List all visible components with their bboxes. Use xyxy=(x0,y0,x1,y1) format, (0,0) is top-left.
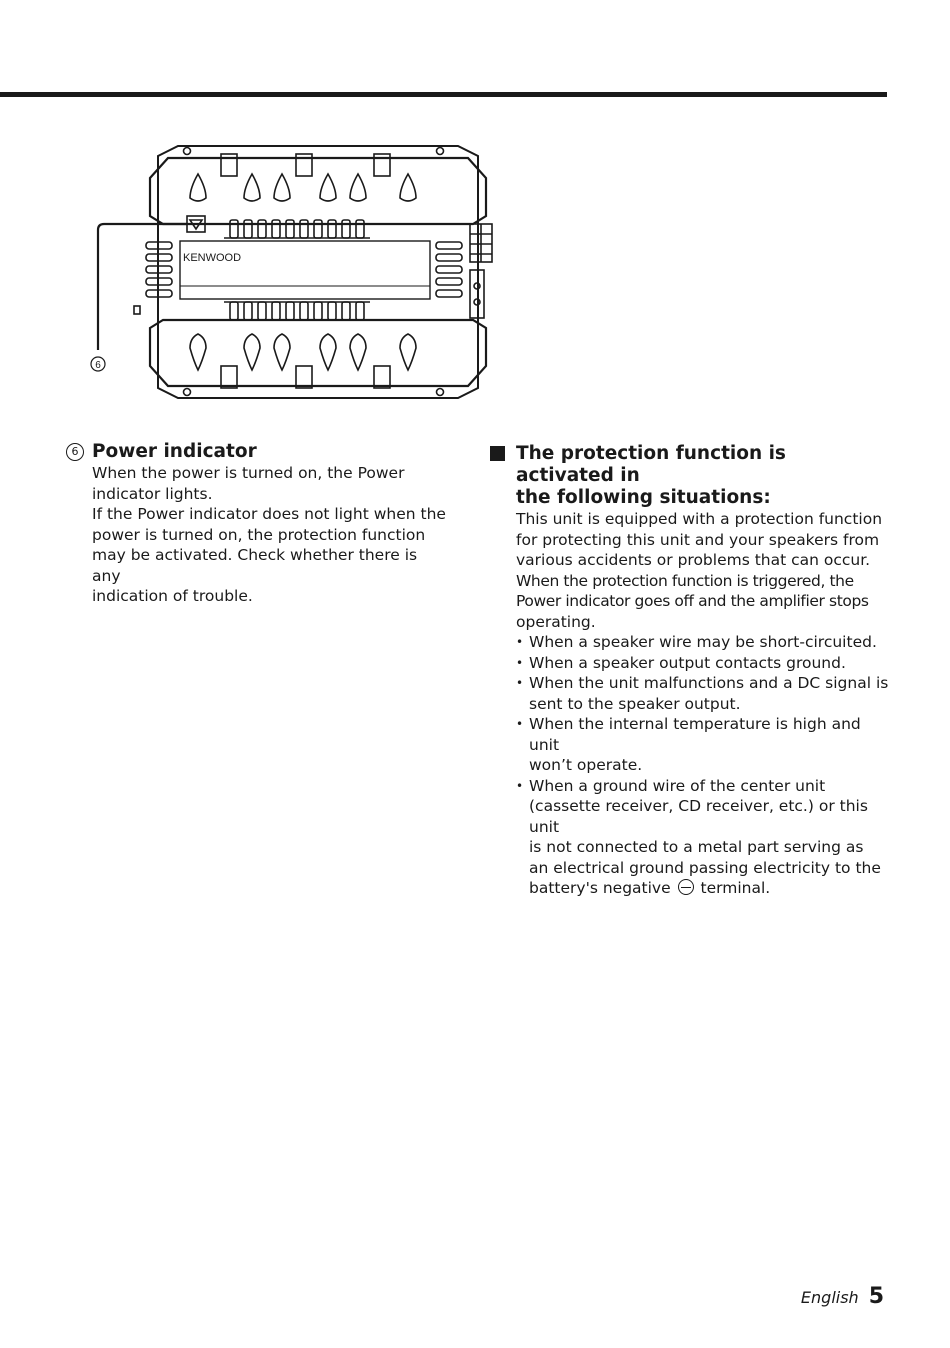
text-line: may be activated. Check whether there is any xyxy=(92,546,418,585)
text-line: • When the unit malfunctions and a DC signal is xyxy=(529,674,889,692)
text-line: When the protection function is triggered, the xyxy=(516,571,854,590)
text-line: • When a speaker output contacts ground. xyxy=(529,653,846,672)
item-number-badge: 6 xyxy=(66,443,84,461)
text-line: is not connected to a metal part serving as xyxy=(529,838,864,856)
text-line: an electrical ground passing electricity to the xyxy=(529,858,881,877)
text-line: indicator lights. xyxy=(92,484,213,503)
protection-section xyxy=(490,443,890,899)
list-item xyxy=(516,653,890,674)
list-item xyxy=(516,632,890,653)
callout-number: 6 xyxy=(95,360,101,371)
text-line: won’t operate. xyxy=(529,756,643,774)
language-label: English xyxy=(800,1288,859,1307)
power-indicator-heading: Power indicator xyxy=(92,441,257,462)
power-indicator-section xyxy=(66,441,446,607)
text-fragment: terminal. xyxy=(700,879,771,897)
text-line: (cassette receiver, CD receiver, etc.) or this unit xyxy=(529,797,868,836)
heading-line: The protection function is activated in xyxy=(516,443,786,486)
text-line: indication of trouble. xyxy=(92,587,253,605)
text-line: Power indicator goes off and the amplifier stops xyxy=(516,592,869,610)
list-item xyxy=(516,714,890,776)
kenwood-logo: KENWOOD xyxy=(183,252,242,264)
text-line: sent to the speaker output. xyxy=(529,694,741,713)
text-line: various accidents or problems that can occur. xyxy=(516,551,871,569)
text-line: When the power is turned on, the Power xyxy=(92,464,405,482)
text-line: This unit is equipped with a protection function xyxy=(516,510,883,528)
text-line: power is turned on, the protection function xyxy=(92,525,426,544)
heading-line: the following situations: xyxy=(516,487,771,508)
negative-terminal-icon xyxy=(678,879,694,895)
protection-intro xyxy=(516,509,890,632)
text-line: • When a speaker wire may be short-circuited. xyxy=(529,633,877,651)
list-item xyxy=(516,776,890,899)
page-footer xyxy=(801,1284,884,1309)
text-line: for protecting this unit and your speakers from xyxy=(516,530,880,549)
text-line: If the Power indicator does not light when the xyxy=(92,505,446,523)
power-indicator-description xyxy=(66,463,446,607)
list-item xyxy=(516,673,890,714)
page-number: 5 xyxy=(868,1284,884,1309)
top-rule xyxy=(0,92,887,97)
situation-list xyxy=(516,632,890,899)
protection-heading xyxy=(516,443,890,509)
text-fragment: battery's negative xyxy=(529,879,671,897)
text-line: • When the internal temperature is high and unit xyxy=(529,715,861,754)
section-square-icon xyxy=(490,446,505,461)
text-line xyxy=(529,878,890,899)
text-line: • When a ground wire of the center unit xyxy=(529,776,826,795)
text-line: operating. xyxy=(516,612,596,631)
amplifier-illustration xyxy=(88,138,508,408)
